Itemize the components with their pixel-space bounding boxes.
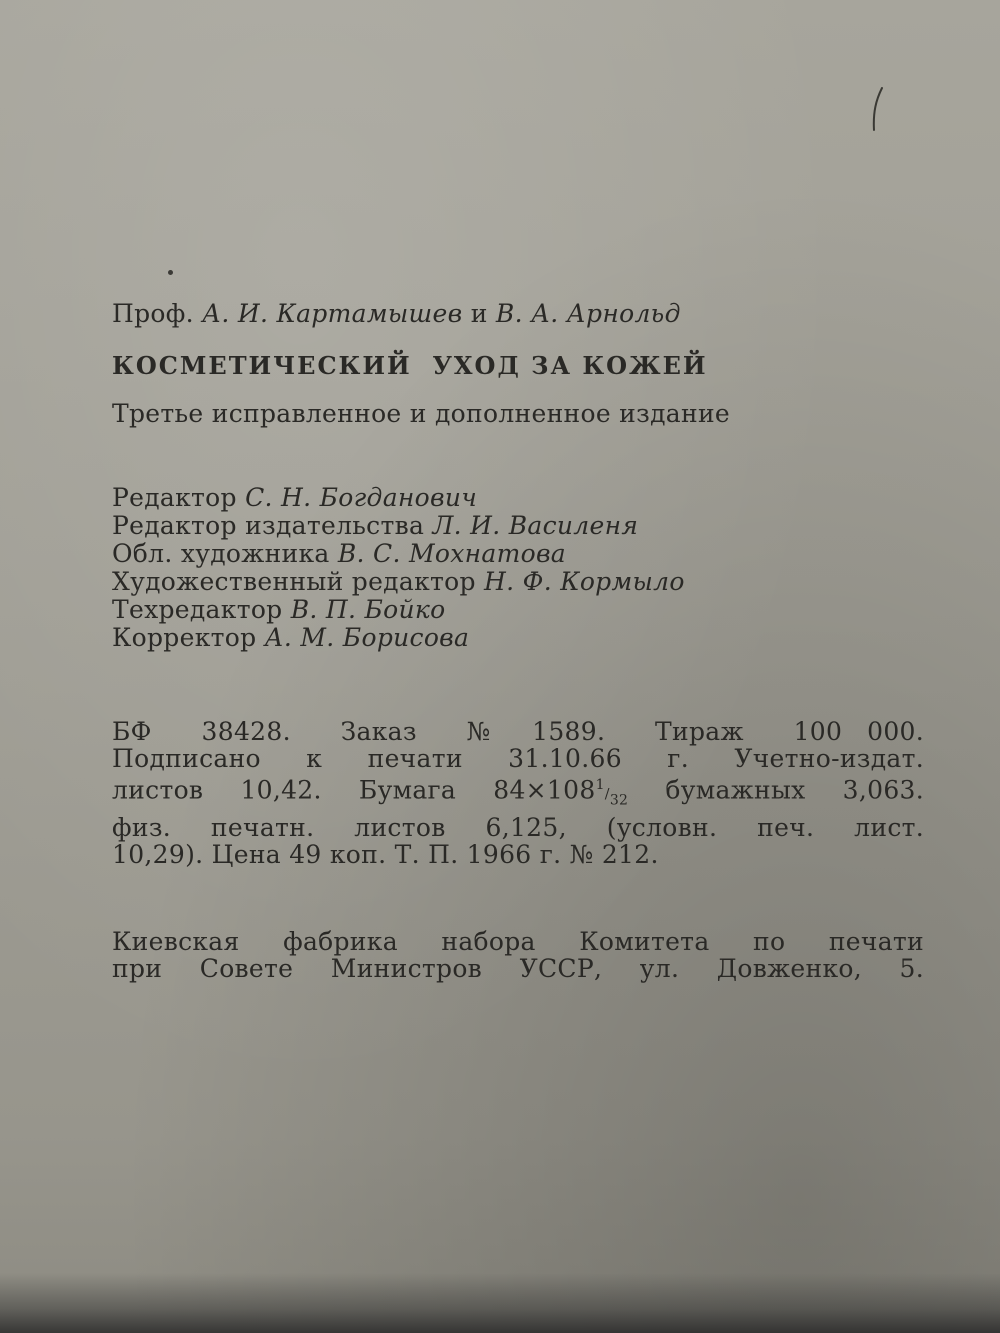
book-title-block <box>112 352 942 379</box>
edition-line: Третье исправленное и дополненное издание <box>112 399 731 428</box>
credits-list <box>112 484 942 652</box>
imprint-line-3: листов 10,42. Бумага $84\times 108^1/_{32}$ бумажных 3,063. <box>112 775 925 809</box>
paper-format: листов 10,42. Бумага 84×108 <box>112 775 596 805</box>
credit-line <box>112 512 942 539</box>
imprint-line-1: БФ 38428. Заказ № 1589. Тираж 100 000. <box>112 717 924 746</box>
credit-line <box>112 596 942 623</box>
authors-line <box>112 300 942 327</box>
credit-role: Редактор издательства <box>112 511 425 540</box>
credit-role: Корректор <box>112 623 257 652</box>
credit-line <box>112 540 942 567</box>
authors-conjunction: и <box>470 299 488 328</box>
fraction-numerator: 1 <box>595 777 605 793</box>
imprint-block <box>112 718 924 868</box>
credit-person: А. М. Борисова <box>264 623 470 652</box>
printer-line-1: Киевская фабрика набора Комитета по печати <box>112 927 924 956</box>
printer-line-2: при Совете Министров УССР, ул. Довженко, 5. <box>112 954 924 983</box>
pencil-mark-icon <box>868 86 898 136</box>
fraction-denominator: 32 <box>609 792 629 809</box>
credit-person: В. С. Мохнатова <box>337 539 567 568</box>
paper-sheets: бумажных 3,063. <box>628 775 925 805</box>
bottom-shadow <box>0 1273 1000 1333</box>
edition-block <box>112 400 942 427</box>
credit-role: Художественный редактор <box>112 567 476 596</box>
imprint-line-5: 10,29). Цена 49 коп. Т. П. 1966 г. № 212. <box>112 840 659 870</box>
authors-prefix: Проф. <box>112 299 194 328</box>
author-1: А. И. Картамышев <box>202 299 463 328</box>
ink-dot <box>168 270 173 275</box>
book-title: КОСМЕТИЧЕСКИЙ УХОД ЗА КОЖЕЙ <box>112 351 708 380</box>
credit-person: В. П. Бойко <box>290 595 446 624</box>
author-2: В. А. Арнольд <box>495 299 681 328</box>
credit-person: Н. Ф. Кормыло <box>484 567 685 596</box>
credit-role: Техредактор <box>112 595 283 624</box>
credit-role: Редактор <box>112 483 237 512</box>
credit-person: С. Н. Богданович <box>245 483 478 512</box>
credit-line <box>112 484 942 511</box>
imprint-line-4: физ. печатн. листов 6,125, (условн. печ. лист. <box>112 813 924 843</box>
credit-person: Л. И. Василеня <box>432 511 639 540</box>
credit-line <box>112 568 942 595</box>
imprint-line-2: Подписано к печати 31.10.66 г. Учетно-издат. <box>112 744 924 773</box>
credit-role: Обл. художника <box>112 539 330 568</box>
printer-block <box>112 928 924 982</box>
credit-line <box>112 624 942 651</box>
